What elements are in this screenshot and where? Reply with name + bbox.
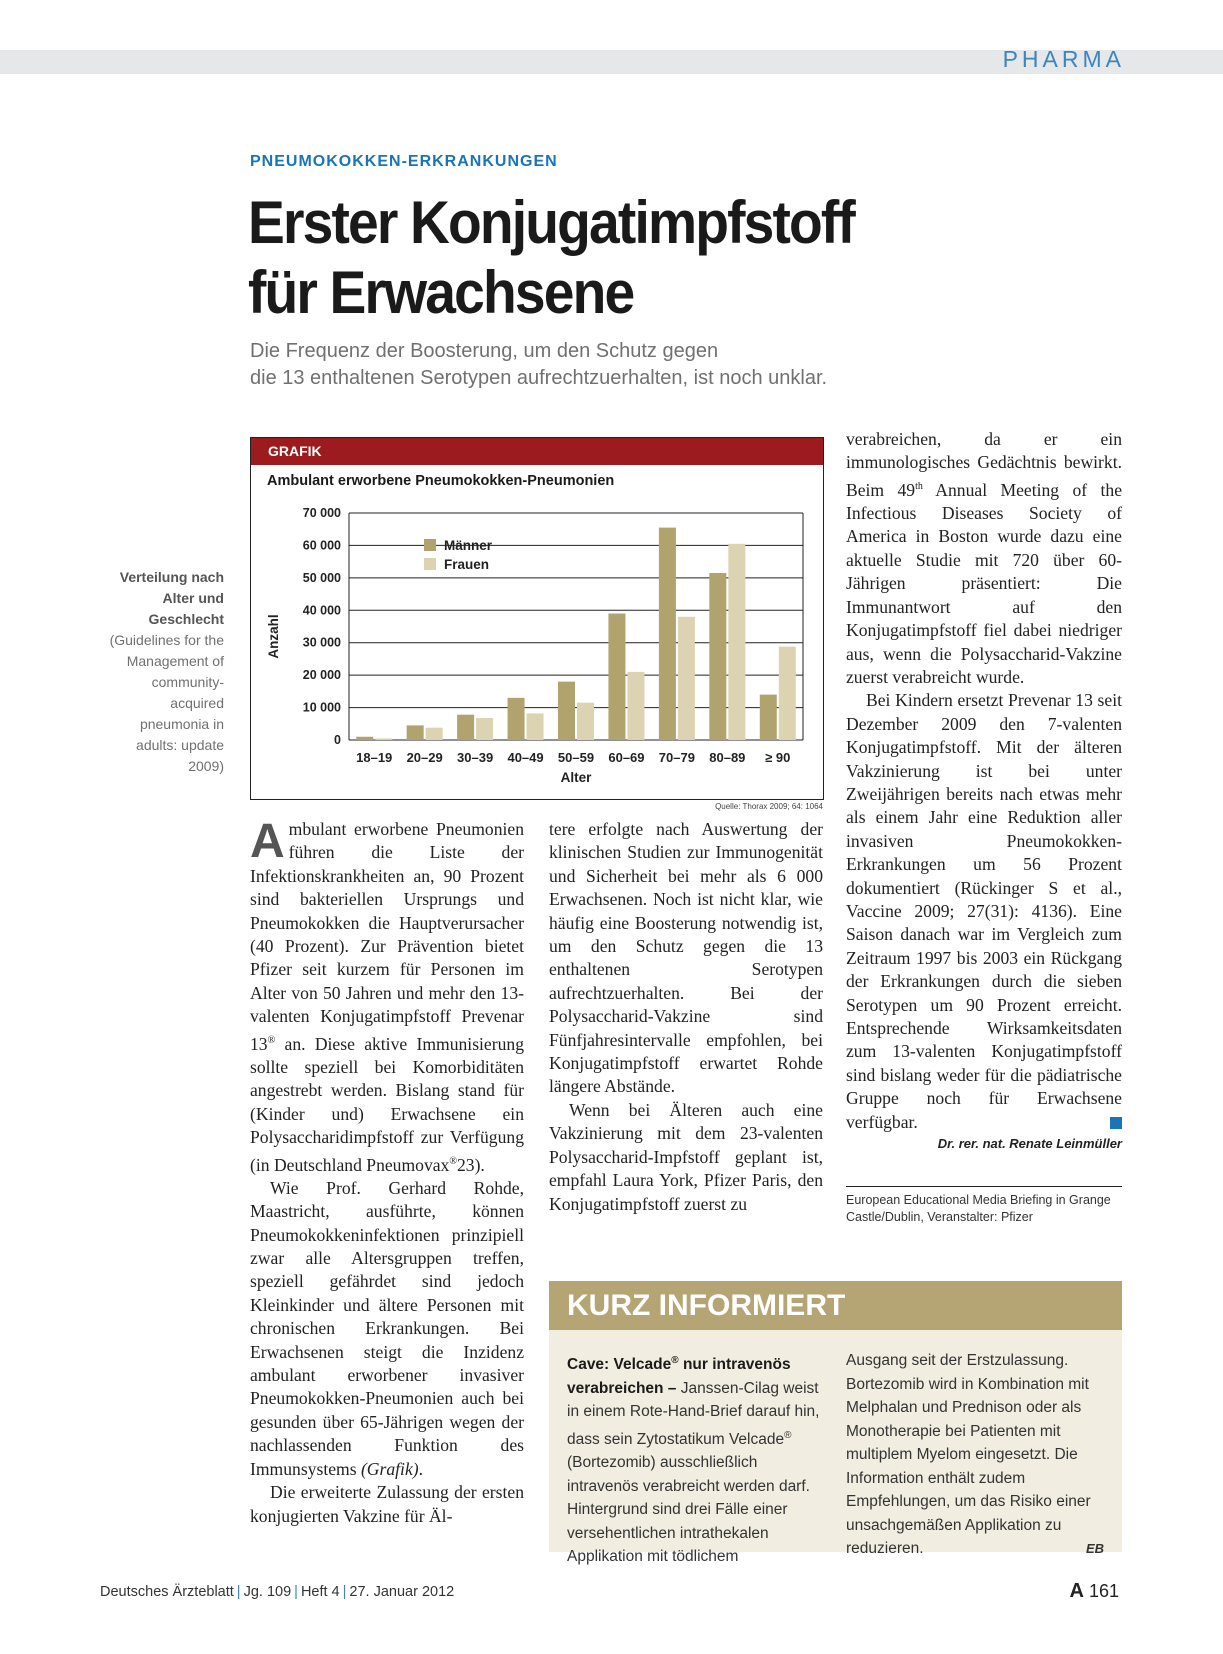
- body-column-1: [250, 815, 524, 1528]
- figure-reference: (Grafik): [360, 1458, 419, 1479]
- issue: Heft 4: [300, 1584, 340, 1600]
- kurz-header: KURZ INFORMIERT: [549, 1281, 1122, 1330]
- y-axis-label: Anzahl: [266, 614, 281, 659]
- kurz-item-title: Cave: Velcade® nur intravenös verabreichen –: [567, 1355, 791, 1397]
- legend-label: Männer: [444, 538, 493, 553]
- y-tick-label: 20 000: [302, 668, 341, 683]
- y-tick-label: 60 000: [302, 538, 341, 553]
- bar-frauen: [627, 672, 644, 740]
- chart-title: Ambulant erworbene Pneumokokken-Pneumonien: [267, 473, 615, 489]
- x-tick-label: 40–49: [507, 750, 544, 765]
- figure-label: GRAFIK: [251, 438, 823, 465]
- journal-name: Deutsches Ärzteblatt: [100, 1584, 234, 1600]
- x-tick-label: 70–79: [658, 750, 695, 765]
- x-tick-label: 20–29: [406, 750, 443, 765]
- paragraph: Bei Kindern ersetzt Prevenar 13 seit Dezember 2009 den 7-valenten Konjugatimpfstoff. Mit der älteren Vakzinierung ist bei unter Zweijährigen bereits nach etwas mehr als einem Jahr eine Reduktion aller invasiven Pneumokokken-Erkrankungen um 56 Prozent dokumentiert (Rückinger S et al., Vaccine 2009; 27(31): 4136). Eine Saison danach war im Vergleich zum Zeitraum 1997 bis 2003 ein Rückgang der Erkrankungen durch die sieben Serotypen um 90 Prozent erreicht. Entsprechende Wirksamkeitsdaten zum 13-valenten Konjugatimpfstoff sind bislang weder für die pädiatrische Gruppe noch für Erwachsene verfügbar.: [846, 690, 1122, 1132]
- bar-frauen: [577, 703, 594, 740]
- bar-maenner: [407, 725, 424, 740]
- x-tick-label: 80–89: [709, 750, 746, 765]
- y-tick-label: 0: [334, 733, 341, 747]
- kurz-informiert-box: [549, 1281, 1122, 1566]
- x-tick-label: 30–39: [457, 750, 494, 765]
- article-subtitle: [250, 338, 990, 392]
- body-column-3: [846, 428, 1122, 1134]
- legend-swatch: [424, 558, 436, 570]
- bar-frauen: [375, 738, 392, 740]
- sidenote-heading: Verteilung nach Alter und Geschlecht: [119, 569, 224, 627]
- kurz-column-1: Cave: Velcade® nur intravenös verabreichen – Janssen-Cilag weist in einem Rote-Hand-Brief darauf hin, dass sein Zytostatikum Velcade® (Bortezomib) ausschließlich intravenös verabreicht werden darf. Hintergrund sind drei Fälle einer versehentlichen intrathekalen Applikation mit tödlichem: [567, 1355, 820, 1566]
- paragraph: Ambulant erworbene Pneumonien führen die Liste der Infektionskrankheiten an, 90 Prozent sind bakteriellen Ursprungs und Pneumokokken die Hauptverursacher (40 Prozent). Zur Prävention bietet Pfizer seit kurzem für Personen im Alter von 50 Jahren und mehr den 13-valenten Konjugatimpfstoff Prevenar 13® an. Diese aktive Immunisierung sollte speziell bei Komorbiditäten angestrebt werden. Bislang stand für (Kinder und) Erwachsene ein Polysaccharidimpfstoff zur Verfügung (in Deutschland Pneumovax®23).: [250, 815, 524, 1175]
- bar-maenner: [608, 614, 625, 740]
- bar-chart: [250, 495, 824, 785]
- title-line-1: Erster Konjugatimpfstoff: [248, 189, 854, 256]
- bar-frauen: [527, 713, 544, 740]
- bar-frauen: [779, 647, 796, 740]
- bar-maenner: [659, 528, 676, 740]
- end-mark-icon: [1110, 1117, 1122, 1129]
- x-axis-label: Alter: [560, 770, 592, 785]
- legend-label: Frauen: [444, 557, 490, 572]
- author-name: Dr. rer. nat. Renate Leinmüller: [937, 1136, 1122, 1151]
- bar-maenner: [457, 715, 474, 740]
- legend-swatch: [424, 539, 436, 551]
- paragraph: tere erfolgte nach Auswertung der klinischen Studien zur Immunogenität und Sicherheit bei mehr als 6 000 Erwachsenen. Noch ist nicht klar, wie häufig eine Boosterung notwendig ist, um den Schutz gegen die 13 enthaltenen Serotypen aufrechtzuerhalten. Bei der Polysaccharid-Vakzine sind Fünfjahresintervalle empfohlen, bei Konjugatimpfstoff erwartet Rohde längere Abstände.: [549, 819, 823, 1097]
- subtitle-line-2: die 13 enthaltenen Serotypen aufrechtzuerhalten, ist noch unklar.: [250, 367, 828, 389]
- x-tick-label: 50–59: [557, 750, 595, 765]
- title-line-2: für Erwachsene: [248, 259, 634, 326]
- bar-maenner: [356, 737, 373, 740]
- paragraph: Wenn bei Älteren auch eine Vakzinierung mit dem 23-valenten Polysaccharid-Impfstoff geplant ist, empfahl Laura York, Pfizer Paris, den Konjugatimpfstoff zuerst zu: [549, 1099, 823, 1214]
- y-tick-label: 10 000: [302, 700, 341, 715]
- divider: [846, 1186, 1122, 1187]
- bar-maenner: [709, 573, 726, 740]
- bar-maenner: [760, 695, 777, 740]
- drop-cap: A: [250, 815, 285, 868]
- y-tick-label: 50 000: [302, 570, 341, 585]
- y-tick-label: 40 000: [302, 603, 341, 618]
- bar-frauen: [678, 617, 695, 740]
- subtitle-line-1: Die Frequenz der Boosterung, um den Schutz gegen: [250, 340, 719, 362]
- x-tick-label: 60–69: [608, 750, 645, 765]
- article-title: [248, 188, 910, 328]
- y-tick-label: 30 000: [302, 635, 341, 650]
- body-column-2: [549, 818, 823, 1216]
- kurz-column-2: Ausgang seit der Erstzulassung. Bortezomib wird in Kombination mit Melphalan und Prednison oder als Monotherapie bei Patienten mit multiplem Myelom eingesetzt. Die Information enthält zudem Empfehlungen, um das Risiko einer unsachgemäßen Applikation zu reduzieren. EB: [846, 1349, 1104, 1561]
- bar-maenner: [558, 682, 575, 740]
- bar-frauen: [476, 718, 493, 740]
- sidenote-text: (Guidelines for the Management of community-acquired pneumonia in adults: update 2009): [109, 632, 224, 774]
- bar-frauen: [728, 544, 745, 740]
- figure-source: Quelle: Thorax 2009; 64: 1064: [715, 802, 823, 811]
- x-tick-label: ≥ 90: [765, 750, 791, 765]
- article-kicker: PNEUMOKOKKEN-ERKRANKUNGEN: [250, 153, 558, 170]
- x-tick-label: 18–19: [356, 750, 393, 765]
- footer: Deutsches Ärzteblatt | Jg. 109 | Heft 4 | 27. Januar 2012: [100, 1584, 455, 1600]
- page-number: A 161: [1069, 1580, 1119, 1602]
- bar-maenner: [508, 698, 525, 740]
- figure-sidenote: [100, 567, 224, 777]
- event-note: European Educational Media Briefing in Grange Castle/Dublin, Veranstalter: Pfizer: [846, 1193, 1111, 1224]
- date: 27. Januar 2012: [349, 1584, 455, 1600]
- y-tick-label: 70 000: [302, 506, 341, 520]
- kurz-author: EB: [1085, 1541, 1104, 1556]
- paragraph: verabreichen, da er ein immunologisches Gedächtnis bewirkt. Beim 49th Annual Meeting of the Infectious Diseases Society of America in Boston wurde dazu eine aktuelle Studie mit 720 über 60-Jährigen präsentiert: Die Immunantwort auf den Konjugatimpfstoff fiel dabei niedriger aus, wenn die Polysaccharid-Vakzine zuerst verabreicht wurde.: [846, 429, 1122, 687]
- paragraph: Wie Prof. Gerhard Rohde, Maastricht, ausführte, können Pneumokokkeninfektionen prinzipiell zwar alle Altersgruppen treffen, speziell gefährdet sind jedoch Kleinkinder und ältere Personen mit chronischen Erkrankungen. Bei Erwachsenen steigt die Inzidenz ambulant erworbener invasiver Pneumokokken-Pneumonien auch bei gesunden über 65-Jährigen wegen der nachlassenden Funktion des Immunsystems (Grafik).: [250, 1177, 524, 1479]
- volume: Jg. 109: [243, 1584, 292, 1600]
- paragraph: Die erweiterte Zulassung der ersten konjugierten Vakzine für Äl-: [250, 1482, 524, 1526]
- section-label: PHARMA: [1002, 46, 1125, 72]
- bar-frauen: [426, 728, 443, 740]
